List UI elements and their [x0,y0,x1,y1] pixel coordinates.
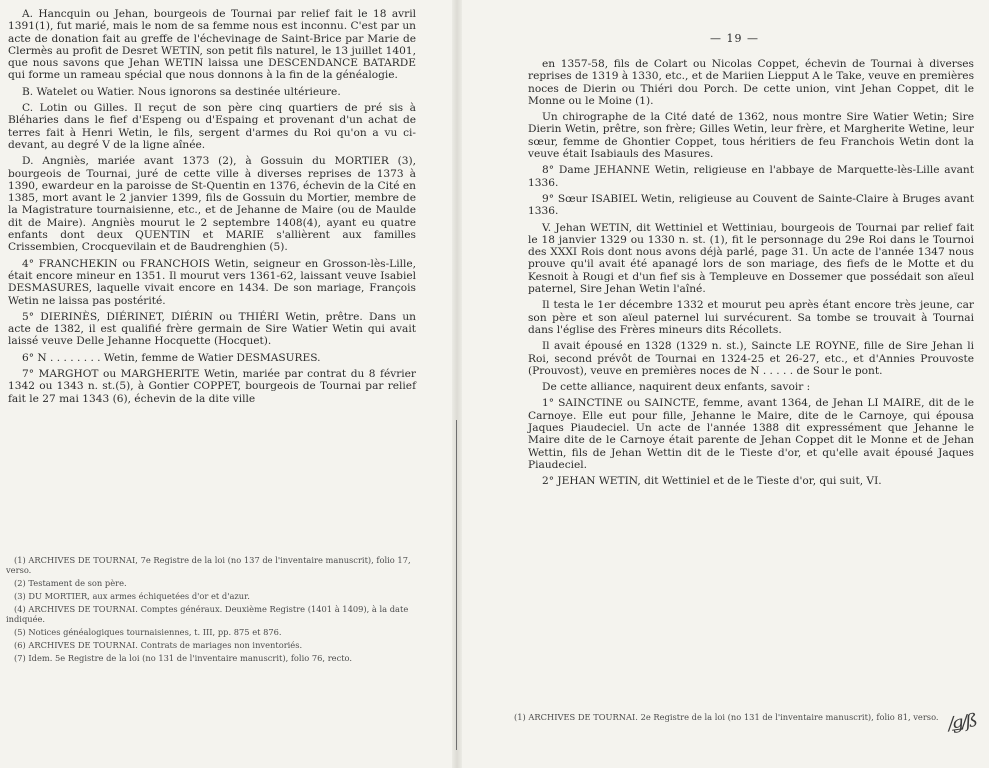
paragraph: 6° N . . . . . . . . Wetin, femme de Watier DESMASURES. [22,351,321,364]
paragraph: V. Jehan WETIN, dit Wettiniel et Wettiniau, bourgeois de Tournai par relief fait le 18 janvier 1329 ou 1330 n. st. (1), fit le personnage du 29e Roi dans le Tournoi des XXXI Rois dont nous avons déjà parlé, page 31. Un acte de l'année 1347 nous prouve qu'il avait été apanagé lors de son mariage, des fiefs de le Motte et du Kesnoit à Rougi et d'un fief sis à Templeuve en Dossemer que possédait son aïeul paternel, Sire Jehan Wetin l'aîné. [528,221,974,296]
page-number: — 19 — [710,32,759,45]
paragraph: en 1357-58, fils de Colart ou Nicolas Coppet, échevin de Tournai à diverses reprises de 1319 à 1330, etc., et de Mariien Liepput A le Take, veuve en premières noces de Dierin ou Thiéri dou Porch. De cette union, vint Jehan Coppet, dit le Monne ou le Moine (1). [528,58,975,107]
footnote: (7) Idem. 5e Registre de la loi (no 131 de l'inventaire manuscrit), folio 76, recto. [14,653,353,663]
paragraph: B. Watelet ou Watier. Nous ignorons sa destinée ultérieure. [22,85,341,98]
paragraph: 2° JEHAN WETIN, dit Wettiniel et de le Tieste d'or, qui suit, VI. [542,475,882,488]
left-footnotes [6,555,416,666]
gutter-line [456,420,457,750]
footnote: (1) ARCHIVES DE TOURNAI, 7e Registre de la loi (no 137 de l'inventaire manuscrit), folio 17, verso. [6,555,411,575]
paragraph: 4° FRANCHEKIN ou FRANCHOIS Wetin, seigneur en Grosson-lès-Lille, était encore mineur en 1351. Il mourut vers 1361-62, laissant veuve Isabiel DESMASURES, laquelle vivait encore en 1434. De son mariage, François Wetin ne laissa pas postérité. [8,257,416,307]
right-footnotes [506,712,942,725]
paragraph: C. Lotin ou Gilles. Il reçut de son père cinq quartiers de pré sis à Bléharies dans le fief d'Espeng ou d'Espaing et provenant d'un achat de terres fait à Henri Wetin, le fils, sergent d'armes du Roi qu'on a vu ci-devant, au degré V de la ligne aînée. [8,102,416,151]
handwritten-signature: /ǥ/ß [946,710,978,735]
footnote: (3) DU MORTIER, aux armes échiquetées d'or et d'azur. [14,591,250,601]
paragraph: De cette alliance, naquirent deux enfants, savoir : [542,381,811,394]
right-page [462,0,989,768]
footnote: (5) Notices généalogiques tournaisiennes, t. III, pp. 875 et 876. [14,627,282,637]
footnote: (1) ARCHIVES DE TOURNAI. 2e Registre de la loi (no 131 de l'inventaire manuscrit), folio 81, verso. [514,712,939,722]
paragraph: 1° SAINCTINE ou SAINCTE, femme, avant 1364, de Jehan LI MAIRE, dit de le Carnoye. Elle eut pour fille, Jehanne le Maire, dite de le Carnoye, qui épousa Jaques Piaudeciel. Un acte de l'année 1388 dit expressément que Jehanne le Maire dite de le Carnoye était parente de Jehan Coppet dit le Monne et de Jehan Wettin, fils de Jehan Wettin dit de le Tieste d'or, et qu'elle avait épousé Jaques Piaudeciel. [528,397,974,471]
right-body-text [528,58,974,488]
footnote: (6) ARCHIVES DE TOURNAI. Contrats de mariages non inventoriés. [14,640,303,650]
left-page [0,0,452,768]
paragraph: 9° Sœur ISABIEL Wetin, religieuse au Couvent de Sainte-Claire à Bruges avant 1336. [528,192,974,218]
footnote: (4) ARCHIVES DE TOURNAI. Comptes généraux. Deuxième Registre (1401 à 1409), à la date indiquée. [6,604,409,624]
left-body-text [8,8,416,405]
paragraph: A. Hancquin ou Jehan, bourgeois de Tournai par relief fait le 18 avril 1391(1), fut marié, mais le nom de sa femme nous est inconnu. C'est par un acte de donation fait au greffe de l'échevinage de Saint-Brice par Marie de Clermès au profit de Desret WETIN, son petit fils naturel, le 13 juillet 1401, que nous savons que Jehan WETIN laissa une DESCENDANCE BATARDE qui forme un rameau spécial que nous donnons à la fin de la généalogie. [8,8,416,82]
paragraph: 8° Dame JEHANNE Wetin, religieuse en l'abbaye de Marquette-lès-Lille avant 1336. [528,164,974,189]
paragraph: 7° MARGHOT ou MARGHERITE Wetin, mariée par contrat du 8 février 1342 ou 1343 n. st.(5), à Gontier COPPET, bourgeois de Tournai par relief fait le 27 mai 1343 (6), échevin de la dite ville [8,368,416,405]
book-gutter [452,0,462,768]
paragraph: 5° DIERINÈS, DIÉRINET, DIÉRIN ou THIÉRI Wetin, prêtre. Dans un acte de 1382, il est qualifié frère germain de Sire Watier Wetin qui avait laissé veuve Delle Jehanne Hocquette (Hocquet). [8,310,416,348]
footnote: (2) Testament de son père. [14,578,127,588]
paragraph: D. Angniès, mariée avant 1373 (2), à Gossuin du MORTIER (3), bourgeois de Tournai, juré de cette ville à diverses reprises de 1373 à 1390, ewardeur en la paroisse de St-Quentin en 1376, échevin de la Cité en 1385, mort avant le 2 janvier 1399, fils de Gossuin du Mortier, membre de la Magistrature tournaisienne, etc., et de Jehanne de Maire (ou de Maulde dit de Maire). Angniès mourut le 2 septembre 1408(4), ayant eu quatre enfants dont deux QUENTIN et MARIE s'allièrent aux familles Crissembien, Crocquevilain et de Baudrenghien (5). [8,155,416,254]
paragraph: Un chirographe de la Cité daté de 1362, nous montre Sire Watier Wetin; Sire Dierin Wetin, prêtre, son frère; Gilles Wetin, leur frère, et Margherite Wetine, leur sœur, femme de Ghontier Coppet, tous héritiers de feu Franchois Wetin dont la veuve était Isabiauls des Masures. [528,111,974,161]
paragraph: Il testa le 1er décembre 1332 et mourut peu après étant encore très jeune, car son père et son aïeul paternel lui survécurent. Sa tombe se trouvait à Tournai dans l'église des Frères mineurs dits Récollets. [528,299,974,336]
paragraph: Il avait épousé en 1328 (1329 n. st.), Saincte LE ROYNE, fille de Sire Jehan li Roi, second prévôt de Tournai en 1324-25 et 26-27, etc., et d'Annies Prouvoste (Prouvost), veuve en premières noces de N . . . . . de Sour le pont. [528,340,974,377]
